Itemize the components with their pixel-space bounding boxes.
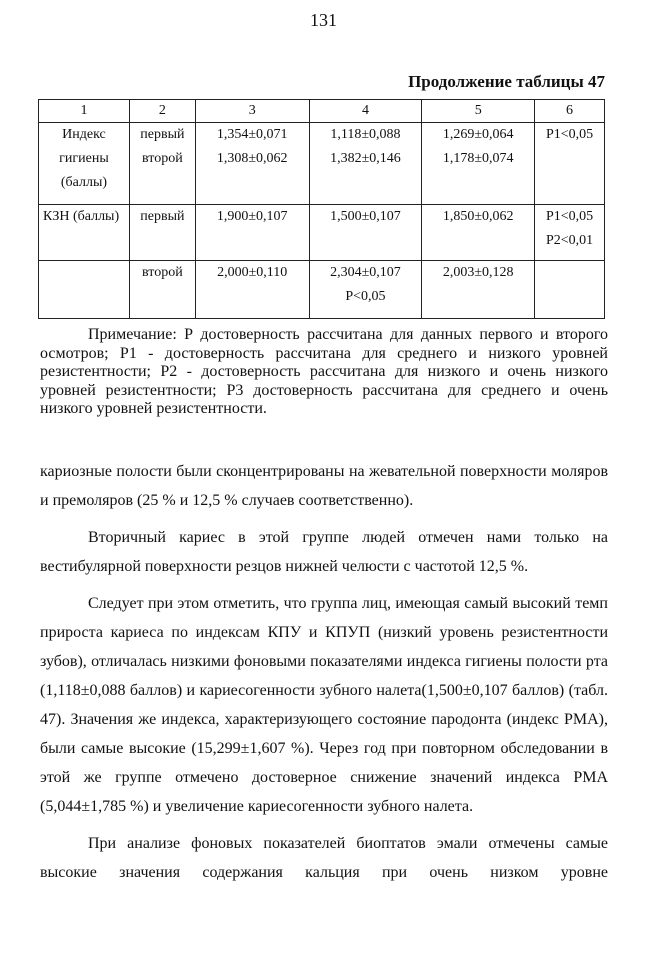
page-number: 131 — [310, 10, 337, 30]
value: 2,003±0,128 — [442, 265, 514, 280]
table-caption: Продолжение таблицы 47 — [408, 72, 605, 91]
table-cell — [422, 123, 535, 205]
table-cell — [422, 261, 535, 319]
value: 1,900±0,107 — [216, 209, 288, 224]
table-cell — [535, 123, 605, 205]
value: 1,354±0,071 — [216, 127, 288, 142]
row-label: КЗН (баллы) — [43, 209, 120, 224]
table-cell — [195, 205, 309, 261]
row-label: гигиены — [59, 151, 109, 166]
value: 1,308±0,062 — [216, 151, 288, 166]
results-table — [38, 99, 605, 319]
value: 2,304±0,107 — [330, 265, 401, 280]
table-cell — [535, 261, 605, 319]
exam-label: второй — [142, 265, 183, 280]
value: 1,850±0,062 — [442, 209, 514, 224]
header-cell — [195, 100, 309, 123]
body-text — [40, 457, 608, 895]
significance: P1<0,05 — [545, 209, 594, 224]
header-cell — [422, 100, 535, 123]
table-cell — [309, 123, 422, 205]
value: 2,000±0,110 — [217, 265, 288, 280]
row-label: (баллы) — [60, 175, 108, 190]
significance: P<0,05 — [345, 289, 386, 304]
table-cell — [535, 205, 605, 261]
header-2: 2 — [158, 103, 166, 118]
exam-label: второй — [142, 151, 183, 166]
row-label: Индекс — [62, 127, 106, 142]
header-cell — [129, 100, 195, 123]
table-note — [40, 326, 608, 419]
value: 1,118±0,088 — [330, 127, 401, 142]
table-cell — [129, 261, 195, 319]
header-cell — [39, 100, 130, 123]
table-row — [39, 123, 605, 205]
table-cell — [195, 261, 309, 319]
table-row — [39, 205, 605, 261]
header-1: 1 — [80, 103, 88, 118]
paragraph: При анализе фоновых показателей биоптатов эмали отмечены самые высокие значения содержания кальция при очень низком уровне — [40, 835, 608, 881]
paragraph: кариозные полости были сконцентрированы на жевательной поверхности моляров и премоляров (25 % и 12,5 % случаев соответственно). — [40, 463, 608, 509]
header-4: 4 — [361, 103, 369, 118]
table-cell — [129, 123, 195, 205]
table-header-row — [39, 100, 605, 123]
table-cell — [129, 205, 195, 261]
header-6: 6 — [566, 103, 574, 118]
value: 1,269±0,064 — [442, 127, 514, 142]
table-cell — [39, 123, 130, 205]
table-cell — [309, 205, 422, 261]
table-cell — [195, 123, 309, 205]
paragraph: Вторичный кариес в этой группе людей отмечен нами только на вестибулярной поверхности резцов нижней челюсти с частотой 12,5 %. — [40, 529, 608, 575]
exam-label: первый — [140, 127, 185, 142]
table-cell — [39, 205, 130, 261]
table-cell — [422, 205, 535, 261]
table-cell — [309, 261, 422, 319]
exam-label: первый — [140, 209, 185, 224]
header-cell — [535, 100, 605, 123]
table-cell — [39, 261, 130, 319]
table-row — [39, 261, 605, 319]
header-3: 3 — [248, 103, 256, 118]
value: 1,178±0,074 — [442, 151, 514, 166]
paragraph: Следует при этом отметить, что группа лиц, имеющая самый высокий темп прироста кариеса по индексам КПУ и КПУП (низкий уровень резистентности зубов), отличалась низкими фоновыми показателями индекса гигиены полости рта (1,118±0,088 баллов) и кариесогенности зубного налета(1,500±0,107 баллов) (табл. 47). Значения же индекса, характеризующего состояние пародонта (индекс РМА), были самые высокие (15,299±1,607 %). Через год при повторном обследовании в этой же группе отмечено достоверное снижение значений индекса РМА (5,044±1,785 %) и увеличение кариесогенности зубного налета. — [40, 595, 608, 815]
value: 1,382±0,146 — [330, 151, 401, 166]
significance: P2<0,01 — [545, 233, 594, 248]
value: 1,500±0,107 — [330, 209, 401, 224]
header-cell — [309, 100, 422, 123]
significance: P1<0,05 — [545, 127, 594, 142]
header-5: 5 — [474, 103, 482, 118]
note-text: Примечание: Р достоверность рассчитана для данных первого и второго осмотров; Р1 - достоверность рассчитана для среднего и низкого уровней резистентности; Р2 - достоверность рассчитана для низкого и очень низкого уровней резистентности; Р3 достоверность рассчитана для среднего и очень низкого уровней резистентности. — [40, 326, 608, 417]
